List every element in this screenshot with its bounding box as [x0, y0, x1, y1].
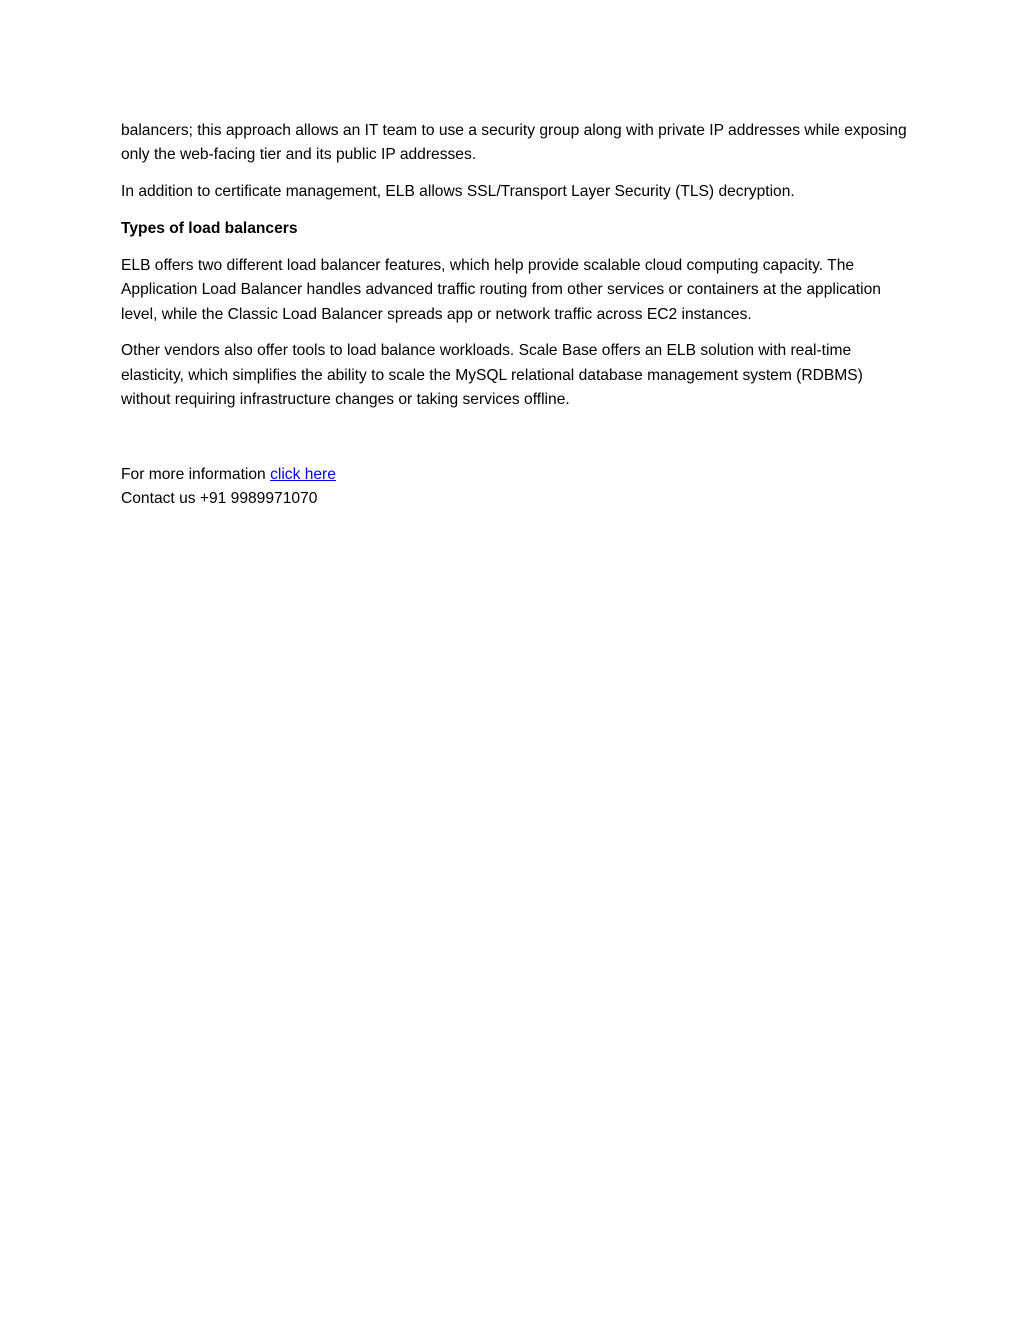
paragraph-security-group: balancers; this approach allows an IT team to use a security group along with private IP addresses while exposing only the web-facing tier and its public IP addresses.: [121, 122, 907, 164]
spacer: [121, 425, 911, 463]
document-body: [121, 119, 911, 512]
more-info-line: [121, 463, 911, 487]
more-info-label: For more information: [121, 466, 271, 484]
paragraph-load-balancer-features: ELB offers two different load balancer features, which help provide scalable cloud computing capacity. The Application Load Balancer handles advanced traffic routing from other services or containers at the application level, while the Classic Load Balancer spreads app or network traffic across EC2 instances.: [121, 256, 881, 323]
paragraph-tls-decryption: In addition to certificate management, ELB allows SSL/Transport Layer Security (TLS) decryption.: [121, 183, 795, 201]
section-heading: Types of load balancers: [121, 220, 298, 237]
click-here-link[interactable]: click here: [270, 466, 336, 484]
paragraph-other-vendors: Other vendors also offer tools to load balance workloads. Scale Base offers an ELB solution with real-time elasticity, which simplifies the ability to scale the MySQL relational database management system (RDBMS) without requiring infrastructure changes or taking services offline.: [121, 342, 863, 409]
contact-line: Contact us +91 9989971070: [121, 490, 318, 508]
